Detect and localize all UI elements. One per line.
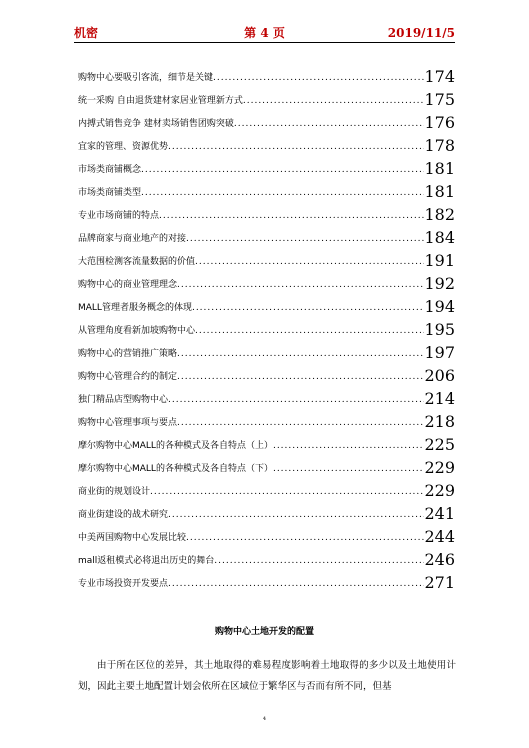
toc-dot-leader: [159, 210, 424, 224]
toc-entry[interactable]: [78, 546, 455, 569]
toc-dot-leader: [234, 118, 425, 132]
toc-entry-page: 175: [424, 90, 455, 109]
toc-entry-title: 内搏式销售竞争 建材卖场销售团购突破: [78, 119, 234, 129]
toc-entry[interactable]: [78, 178, 455, 201]
toc-entry-page: 206: [424, 366, 455, 385]
page-header: [74, 26, 455, 43]
toc-entry-page: 225: [424, 435, 455, 454]
toc-entry-title: 市场类商铺概念: [78, 165, 142, 175]
toc-entry-title: 购物中心管理事项与要点: [78, 418, 178, 428]
toc-entry-title: 购物中心要吸引客流，细节是关键: [78, 73, 214, 83]
toc-dot-leader: [168, 141, 424, 155]
toc-entry-page: 218: [424, 412, 455, 431]
toc-dot-leader: [192, 302, 425, 316]
toc-dot-leader: [186, 532, 424, 546]
toc-dot-leader: [195, 256, 424, 270]
toc-entry[interactable]: [78, 569, 455, 592]
toc-entry-page: 174: [424, 67, 455, 86]
toc-dot-leader: [177, 279, 424, 293]
toc-dot-leader: [168, 394, 424, 408]
page-number: 4: [262, 716, 267, 722]
toc-entry-title: 专业市场投资开发要点: [78, 579, 169, 589]
toc-entry-title: 购物中心的商业管理理念: [78, 280, 178, 290]
toc-entry[interactable]: [78, 523, 455, 546]
toc-entry[interactable]: [78, 63, 455, 86]
toc-dot-leader: [141, 164, 424, 178]
toc-entry-page: 214: [424, 389, 455, 408]
toc-entry-title: 购物中心管理合约的制定: [78, 372, 178, 382]
toc-entry-page: 229: [424, 458, 455, 477]
toc-entry-page: 192: [424, 274, 455, 293]
toc-entry-title: 统一采购 自由退货建材家居业管理新方式: [78, 96, 243, 106]
toc-entry-page: 184: [424, 228, 455, 247]
toc-entry[interactable]: [78, 224, 455, 247]
toc-entry-title: 中美两国购物中心发展比较: [78, 533, 187, 543]
toc-entry-title: 专业市场商铺的特点: [78, 211, 160, 221]
toc-entry[interactable]: [78, 86, 455, 109]
confidential-label: 机密: [74, 26, 99, 40]
toc-entry-title: 摩尔购物中心MALL的各种模式及各自特点（上）: [78, 441, 273, 451]
toc-entry-page: 244: [424, 527, 455, 546]
toc-entry[interactable]: [78, 132, 455, 155]
toc-entry[interactable]: [78, 201, 455, 224]
toc-entry-page: 176: [424, 113, 455, 132]
section-title: 购物中心土地开发的配置: [214, 627, 314, 637]
toc-entry-title: 品牌商家与商业地产的对接: [78, 234, 187, 244]
toc-entry-page: 271: [424, 573, 455, 592]
toc-entry-page: 229: [424, 481, 455, 500]
toc-entry-page: 181: [424, 159, 455, 178]
toc-entry-title: 摩尔购物中心MALL的各种模式及各自特点（下）: [78, 464, 273, 474]
toc-entry-page: 182: [424, 205, 455, 224]
toc-entry-title: 市场类商铺类型: [78, 188, 142, 198]
toc-entry-title: 大范围检测客流量数据的价值: [78, 257, 196, 267]
header-date: 2019/11/5: [387, 26, 455, 40]
toc-dot-leader: [213, 72, 424, 86]
toc-dot-leader: [273, 463, 425, 477]
toc-entry-title: 商业街建设的战术研究: [78, 510, 169, 520]
toc-dot-leader: [141, 187, 424, 201]
toc-entry[interactable]: [78, 293, 455, 316]
toc-entry[interactable]: [78, 454, 455, 477]
toc-entry[interactable]: [78, 362, 455, 385]
toc-dot-leader: [150, 486, 424, 500]
toc-entry-page: 191: [424, 251, 455, 270]
page-indicator: 第 4 页: [244, 26, 285, 40]
toc-entry[interactable]: [78, 339, 455, 362]
toc-entry[interactable]: [78, 408, 455, 431]
toc-entry[interactable]: [78, 477, 455, 500]
toc-entry[interactable]: [78, 431, 455, 454]
toc-dot-leader: [168, 578, 424, 592]
toc-dot-leader: [214, 555, 424, 569]
toc-entry-title: 宜家的管理、资源优势: [78, 142, 169, 152]
toc-entry-page: 195: [424, 320, 455, 339]
body-paragraph: 由于所在区位的差异，其土地取得的难易程度影响着土地取得的多少以及土地使用计划，因此主要土地配置计划会依所在区域位于繁华区与否而有所不同，但基: [78, 660, 456, 692]
toc-dot-leader: [177, 348, 424, 362]
toc-entry-title: mall返租模式必将退出历史的舞台: [78, 556, 215, 566]
toc-dot-leader: [177, 417, 424, 431]
toc-entry-title: 商业街的规划设计: [78, 487, 151, 497]
toc-entry-title: 独门精品店型购物中心: [78, 395, 169, 405]
toc-entry-page: 178: [424, 136, 455, 155]
toc-dot-leader: [273, 440, 425, 454]
toc-entry[interactable]: [78, 316, 455, 339]
toc-entry[interactable]: [78, 385, 455, 408]
toc-entry-page: 241: [424, 504, 455, 523]
toc-entry[interactable]: [78, 247, 455, 270]
toc-entry-page: 197: [424, 343, 455, 362]
table-of-contents: [78, 63, 455, 592]
toc-entry-page: 246: [424, 550, 455, 569]
toc-entry-title: 购物中心的营销推广策略: [78, 349, 178, 359]
toc-entry-title: MALL管理者服务概念的体现: [78, 303, 192, 313]
toc-entry[interactable]: [78, 109, 455, 132]
toc-entry[interactable]: [78, 155, 455, 178]
toc-entry[interactable]: [78, 500, 455, 523]
toc-dot-leader: [186, 233, 424, 247]
toc-entry-page: 194: [424, 297, 455, 316]
toc-entry-page: 181: [424, 182, 455, 201]
toc-entry[interactable]: [78, 270, 455, 293]
toc-dot-leader: [243, 95, 425, 109]
toc-dot-leader: [177, 371, 424, 385]
toc-dot-leader: [168, 509, 424, 523]
toc-dot-leader: [195, 325, 424, 339]
toc-entry-title: 从管理角度看新加坡购物中心: [78, 326, 196, 336]
